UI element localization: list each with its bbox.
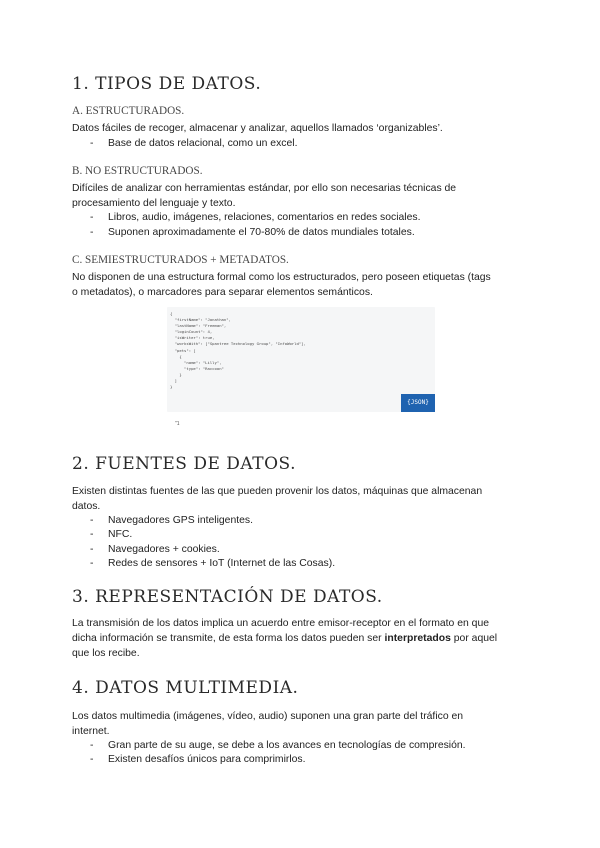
list-item: - Suponen aproximadamente el 70-80% de datos mundiales totales. — [90, 227, 415, 238]
list-item: - Redes de sensores + IoT (Internet de las Cosas). — [90, 558, 336, 569]
json-badge: {JSON} — [401, 394, 435, 412]
bullet-dash: - — [90, 558, 94, 569]
paragraph-semiestructurados: No disponen de una estructura formal como los estructurados, pero poseen etiquetas (tags o metadatos), o marcadores para separar elementos semánticos. — [72, 272, 491, 298]
heading-fuentes-de-datos: 2. FUENTES DE DATOS. — [72, 454, 296, 474]
heading-representacion-de-datos: 3. REPRESENTACIÓN DE DATOS. — [72, 587, 383, 607]
bullet-dash: - — [90, 212, 94, 223]
bullet-dash: - — [90, 740, 94, 751]
subheading-no-estructurados: B. NO ESTRUCTURADOS. — [72, 165, 203, 177]
list-item: - Gran parte de su auge, se debe a los avances en tecnologías de compresión. — [90, 740, 466, 751]
subheading-estructurados: A. ESTRUCTURADOS. — [72, 105, 185, 117]
bullet-dash: - — [90, 544, 94, 555]
image-caption-mark: "1 — [175, 421, 180, 427]
subheading-semiestructurados: C. SEMIESTRUCTURADOS + METADATOS. — [72, 254, 289, 266]
emphasis-interpretados: interpretados — [384, 633, 451, 644]
paragraph-multimedia: Los datos multimedia (imágenes, vídeo, audio) suponen una gran parte del tráfico en internet. — [72, 711, 464, 737]
list-item: - Existen desafíos únicos para comprimirlos. — [90, 754, 306, 765]
list-item: - NFC. — [90, 529, 133, 540]
list-item: - Libros, audio, imágenes, relaciones, comentarios en redes sociales. — [90, 212, 421, 223]
list-item: - Navegadores + cookies. — [90, 544, 220, 555]
bullet-dash: - — [90, 227, 94, 238]
heading-datos-multimedia: 4. DATOS MULTIMEDIA. — [72, 678, 299, 698]
bullet-dash: - — [90, 138, 94, 149]
list-item: - Base de datos relacional, como un excel. — [90, 138, 298, 149]
paragraph-estructurados: Datos fáciles de recoger, almacenar y analizar, aquellos llamados ‘organizables’. — [72, 123, 443, 134]
json-example-image — [167, 307, 435, 412]
paragraph-no-estructurados: Difíciles de analizar con herramientas estándar, por ello son necesarias técnicas de procesamiento del lenguaje y texto. — [72, 183, 457, 209]
bullet-dash: - — [90, 529, 94, 540]
bullet-dash: - — [90, 515, 94, 526]
paragraph-representacion: La transmisión de los datos implica un acuerdo entre emisor-receptor en el formato en que dicha información se transmite, de esta forma los datos pueden ser interpretados por aquel que los recibe. — [72, 618, 498, 659]
bullet-dash: - — [90, 754, 94, 765]
list-item: - Navegadores GPS inteligentes. — [90, 515, 253, 526]
heading-tipos-de-datos: 1. TIPOS DE DATOS. — [72, 74, 262, 94]
json-code-snippet: { "firstName": "Jonathan", "lastName": "Freeman", "loginCount": 4, "isWriter": true, "worksWith": ["Spantree Technology Group", "InfoWorld"], "pets": [ { "name": "Lilly", "type": "Raccoon" } ] } — [170, 311, 306, 390]
paragraph-fuentes: Existen distintas fuentes de las que pueden provenir los datos, máquinas que almacenan datos. — [72, 486, 483, 512]
